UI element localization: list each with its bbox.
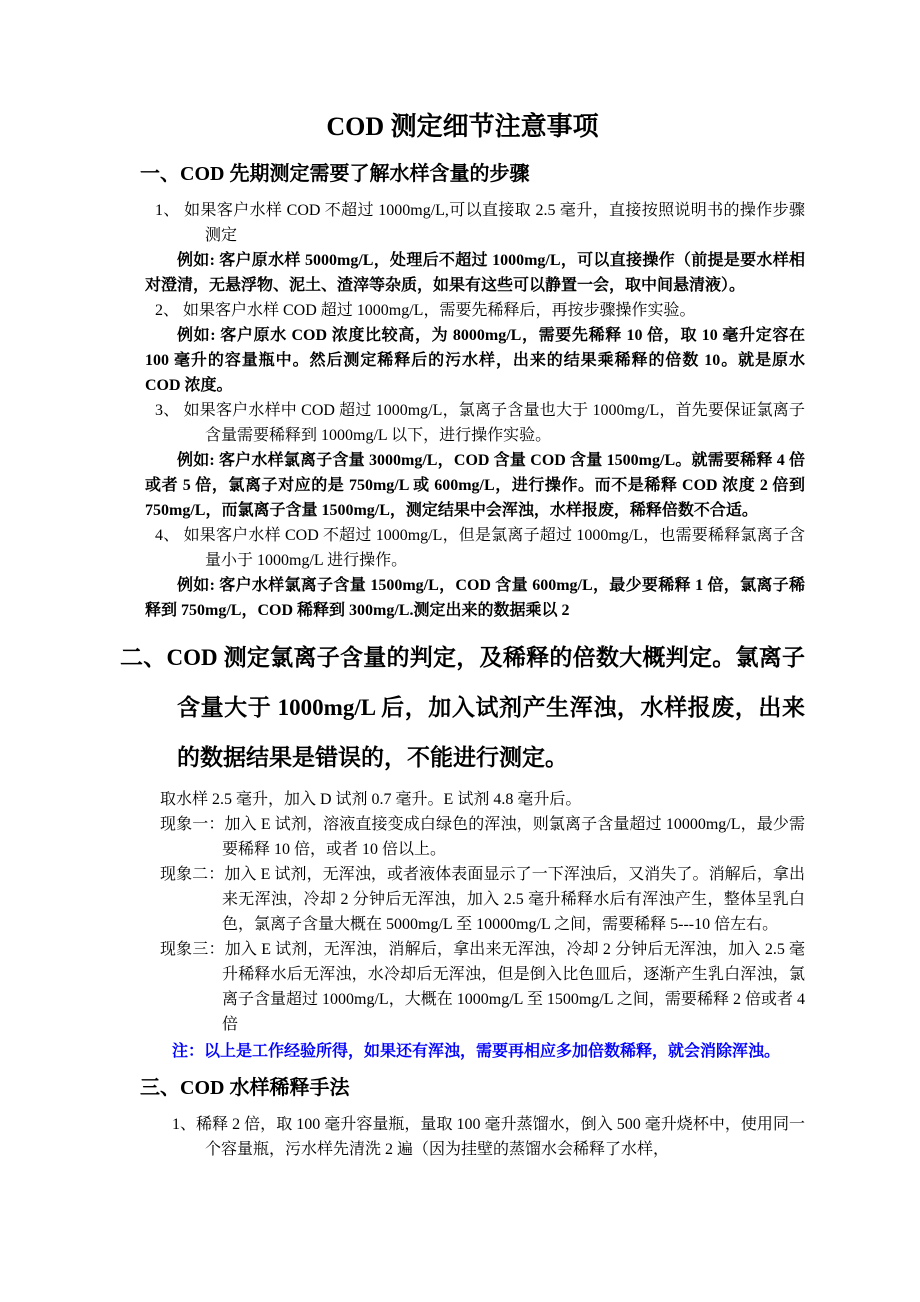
section-1-item-2: 2、 如果客户水样 COD 超过 1000mg/L，需要先稀释后，再按步骤操作实验。 — [155, 302, 696, 319]
section-1-item-4: 4、 如果客户水样 COD 不超过 1000mg/L，但是氯离子超过 1000mg/L，也需要稀释氯离子含量小于 1000mg/L 进行操作。 — [155, 527, 805, 569]
section-2-phenomenon-3: 现象三：加入 E 试剂，无浑浊，消解后，拿出来无浑浊，冷却 2 分钟后无浑浊，加入 2.5 毫升稀释水后无浑浊，水冷却后无浑浊，但是倒入比色皿后，逐渐产生乳白浑浊，氯离子含量超过 1000mg/L，大概在 1000mg/L 至 1500mg/L 之间，需要稀释 2 倍或者 4 倍 — [160, 941, 805, 1033]
section-3-item-1: 1、稀释 2 倍，取 100 毫升容量瓶，量取 100 毫升蒸馏水，倒入 500 毫升烧杯中，使用同一个容量瓶，污水样先清洗 2 遍（因为挂壁的蒸馏水会稀释了水样， — [172, 1116, 805, 1158]
section-1-example-2: 例如: 客户原水 COD 浓度比较高，为 8000mg/L，需要先稀释 10 倍，取 10 毫升定容在 100 毫升的容量瓶中。然后测定稀释后的污水样，出来的结果乘稀释的倍数 10。就是原水 COD 浓度。 — [145, 327, 805, 394]
section-1-example-3: 例如: 客户水样氯离子含量 3000mg/L，COD 含量 COD 含量 1500mg/L。就需要稀释 4 倍或者 5 倍，氯离子对应的是 750mg/L 或 600mg/L，进行操作。而不是稀释 COD 浓度 2 倍到 750mg/L，而氯离子含量 1500mg/L，测定结果中会浑浊，水样报废，稀释倍数不合适。 — [145, 452, 805, 519]
section-2-phenomenon-2: 现象二：加入 E 试剂，无浑浊，或者液体表面显示了一下浑浊后，又消失了。消解后，拿出来无浑浊，冷却 2 分钟后无浑浊，加入 2.5 毫升稀释水后有浑浊产生，整体呈乳白色，氯离子含量大概在 5000mg/L 至 10000mg/L 之间，需要稀释 5---10 倍左右。 — [160, 866, 805, 933]
section-1-item-3: 3、 如果客户水样中 COD 超过 1000mg/L，氯离子含量也大于 1000mg/L，首先要保证氯离子含量需要稀释到 1000mg/L 以下，进行操作实验。 — [155, 402, 805, 444]
section-2-heading: 二、COD 测定氯离子含量的判定，及稀释的倍数大概判定。氯离子含量大于 1000mg/L 后，加入试剂产生浑浊，水样报废，出来的数据结果是错误的，不能进行测定。 — [120, 645, 805, 770]
section-2-note: 注：以上是工作经验所得，如果还有浑浊，需要再相应多加倍数稀释，就会消除浑浊。 — [172, 1043, 781, 1060]
document-title: COD 测定细节注意事项 — [326, 112, 599, 141]
section-2-phenomenon-1: 现象一：加入 E 试剂，溶液直接变成白绿色的浑浊，则氯离子含量超过 10000mg/L，最少需要稀释 10 倍，或者 10 倍以上。 — [160, 816, 805, 858]
section-1-item-1: 1、 如果客户水样 COD 不超过 1000mg/L,可以直接取 2.5 毫升，直接按照说明书的操作步骤测定 — [155, 202, 805, 244]
section-2-intro: 取水样 2.5 毫升，加入 D 试剂 0.7 毫升。E 试剂 4.8 毫升后。 — [160, 791, 582, 808]
section-1-example-1: 例如: 客户原水样 5000mg/L，处理后不超过 1000mg/L，可以直接操作（前提是要水样相对澄清，无悬浮物、泥土、渣滓等杂质，如果有这些可以静置一会，取中间悬清液）。 — [145, 252, 805, 294]
section-1-example-4: 例如: 客户水样氯离子含量 1500mg/L，COD 含量 600mg/L，最少要稀释 1 倍，氯离子稀释到 750mg/L，COD 稀释到 300mg/L.测定出来的数据乘以 2 — [145, 577, 805, 619]
section-1-heading: 一、COD 先期测定需要了解水样含量的步骤 — [140, 163, 530, 185]
section-3-heading: 三、COD 水样稀释手法 — [140, 1077, 350, 1099]
